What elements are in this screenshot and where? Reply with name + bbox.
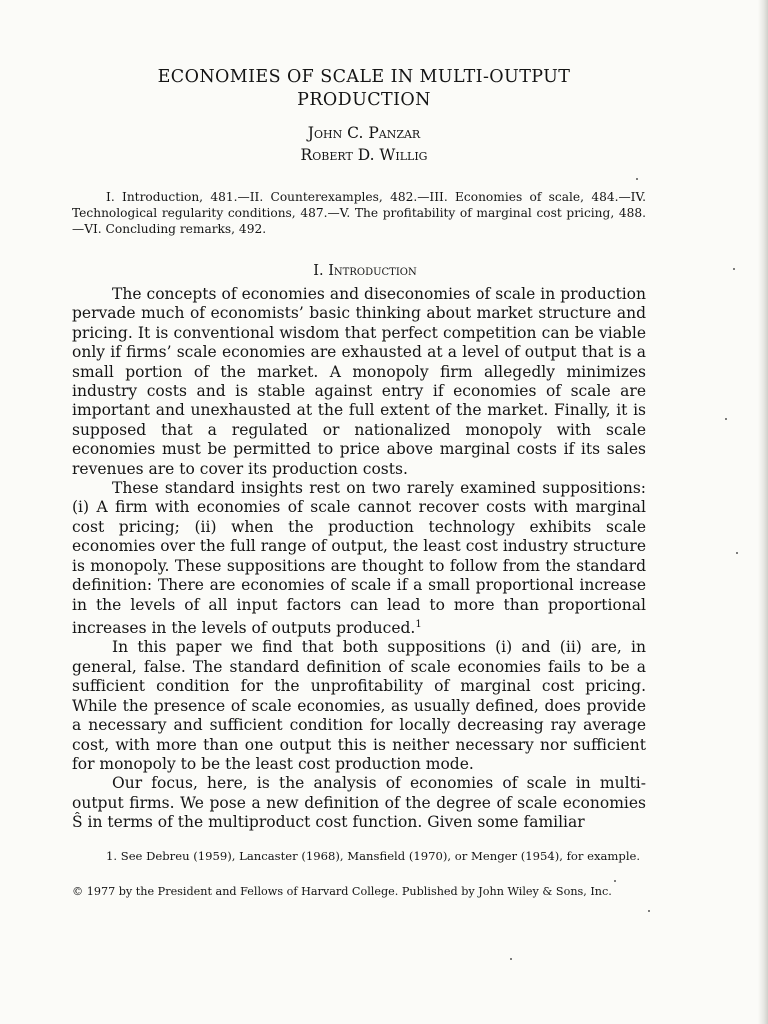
body-paragraph: The concepts of economies and diseconomies of scale in production pervade much of economists’ basic thinking about market structure and pricing. It is conventional wisdom that perfect competition can be viable only if firms’ scale economies are exhausted at a level of output that is a small portion of the market. A monopoly firm allegedly minimizes industry costs and is stable against entry if economies of scale are important and unexhausted at the full extent of the market. Finally, it is supposed that a regulated or nationalized monopoly with scale economies must be permitted to price above marginal costs if its sales revenues are to cover its production costs. <box>72 285 646 478</box>
speck <box>510 958 512 960</box>
title-line-2: PRODUCTION <box>297 90 431 110</box>
footnote: 1. See Debreu (1959), Lancaster (1968), Mansfield (1970), or Menger (1954), for example. <box>106 848 641 863</box>
speck <box>636 178 638 180</box>
section-heading: I. Introduction <box>313 263 417 279</box>
speck <box>736 552 738 554</box>
author-name: Robert D. Willig <box>300 146 428 164</box>
copyright-notice: © 1977 by the President and Fellows of Harvard College. Published by John Wiley & Sons, Inc. <box>72 884 612 898</box>
article-title <box>72 66 646 112</box>
speck <box>614 880 616 882</box>
paragraph-text: These standard insights rest on two rarely examined suppositions: (i) A firm with economies of scale cannot recover costs with marginal cost pricing; (ii) when the production technology exhibits scale economies over the full range of output, the least cost industry structure is monopoly. These suppositions are thought to follow from the standard definition: There are economies of scale if a small proportional increase in the levels of all input factors can lead to more than proportional increases in the levels of outputs produced. <box>72 479 646 638</box>
title-line-1: ECONOMIES OF SCALE IN MULTI-OUTPUT <box>157 67 571 87</box>
article-page <box>72 66 646 899</box>
table-of-contents: I. Introduction, 481.—II. Counterexamples, 482.—III. Economies of scale, 484.—IV. Technological regularity conditions, 487.—V. The profitability of marginal cost pricing, 488.—VI. Concluding remarks, 492. <box>72 190 646 236</box>
speck <box>733 268 735 270</box>
page-edge-shadow <box>758 0 768 1024</box>
footnote-marker: 1 <box>415 618 422 630</box>
body-paragraph <box>72 479 646 638</box>
body-paragraph: In this paper we find that both suppositions (i) and (ii) are, in general, false. The standard definition of scale economies fails to be a sufficient condition for the unprofitability of marginal cost pricing. While the presence of scale economies, as usually defined, does provide a necessary and sufficient condition for locally decreasing ray average cost, with more than one output this is neither necessary nor sufficient for monopoly to be the least cost production mode. <box>72 638 646 773</box>
author-list <box>72 122 646 166</box>
speck <box>725 418 727 420</box>
author-name: John C. Panzar <box>307 124 421 142</box>
body-paragraph: Our focus, here, is the analysis of economies of scale in multi-output firms. We pose a new definition of the degree of scale economies Ŝ in terms of the multiproduct cost function. Given some familiar <box>72 774 646 832</box>
speck <box>648 910 650 912</box>
